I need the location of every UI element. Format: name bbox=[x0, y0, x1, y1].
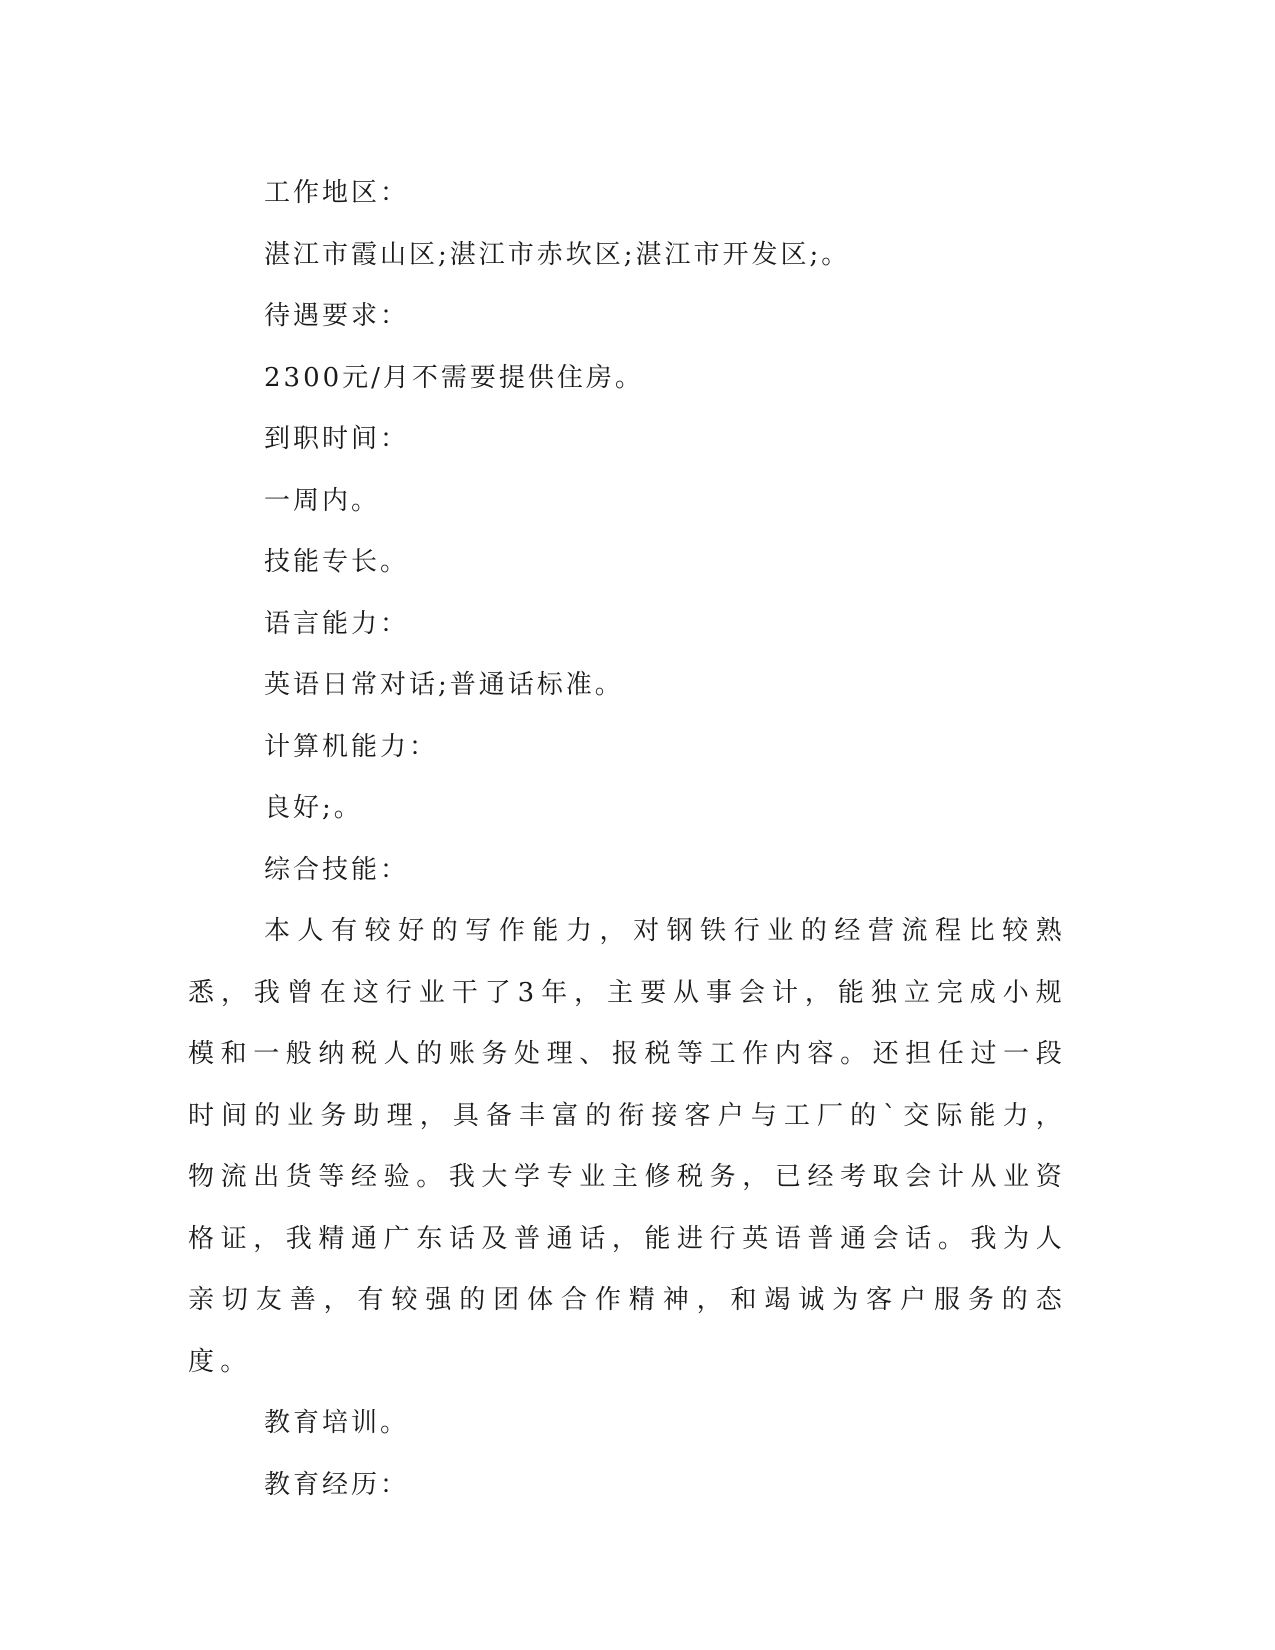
label-language: 语言能力： bbox=[264, 608, 410, 639]
value-start-time: 一周内。 bbox=[264, 485, 381, 516]
section-education-training: 教育培训。 bbox=[264, 1408, 410, 1438]
label-general-skills: 综合技能： bbox=[264, 854, 410, 885]
value-language: 英语日常对话;普通话标准。 bbox=[264, 670, 624, 700]
document-body bbox=[188, 163, 1068, 1516]
value-salary: 2300元/月不需要提供住房。 bbox=[264, 362, 644, 393]
value-computer: 良好;。 bbox=[264, 793, 363, 823]
label-salary: 待遇要求： bbox=[264, 301, 410, 331]
value-work-area: 湛江市霞山区;湛江市赤坎区;湛江市开发区;。 bbox=[264, 239, 851, 270]
label-education-history: 教育经历： bbox=[264, 1469, 410, 1500]
general-skills-paragraph: 本人有较好的写作能力，对钢铁行业的经营流程比较熟悉，我曾在这行业干了3年，主要从事会计，能独立完成小规模和一般纳税人的账务处理、报税等工作内容。还担任过一段时间的业务助理，具备丰富的衔接客户与工厂的`交际能力，物流出货等经验。我大学专业主修税务，已经考取会计从业资格证，我精通广东话及普通话，能进行英语普通会话。我为人亲切友善，有较强的团体合作精神，和竭诚为客户服务的态度。 bbox=[188, 916, 1068, 1377]
label-start-time: 到职时间： bbox=[264, 424, 410, 454]
section-skills: 技能专长。 bbox=[264, 547, 410, 577]
label-work-area: 工作地区： bbox=[264, 178, 410, 208]
label-computer: 计算机能力： bbox=[264, 731, 439, 762]
